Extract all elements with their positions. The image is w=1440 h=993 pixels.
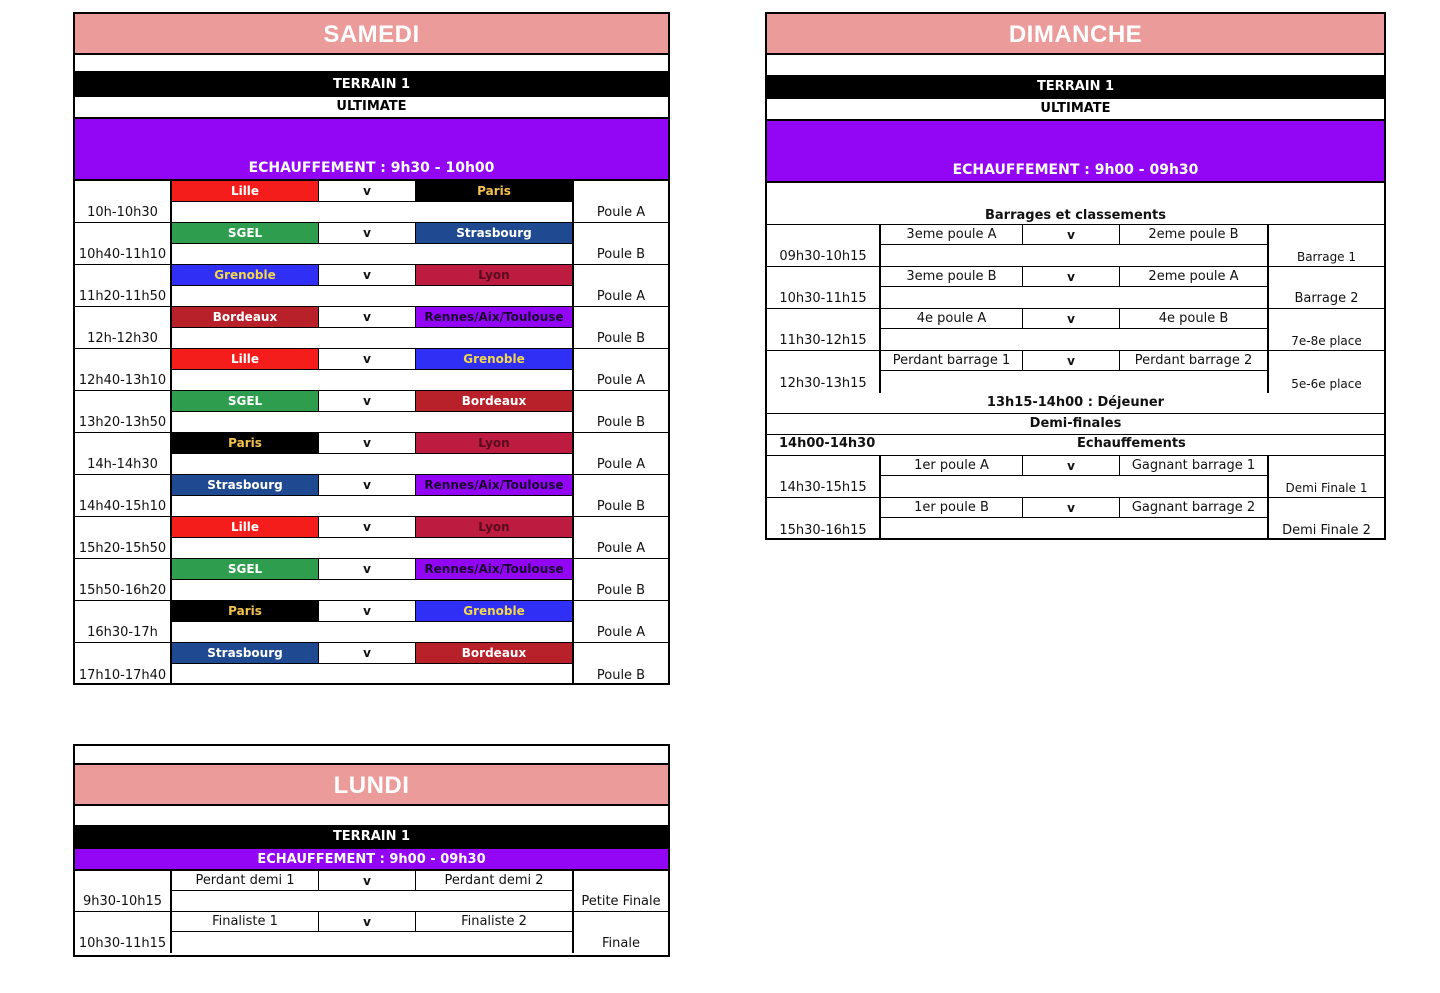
away-team: Perdant demi 2 [416, 871, 572, 890]
home-team: Lille [172, 181, 318, 201]
versus: v [318, 307, 416, 327]
match-label: Poule A [596, 541, 646, 556]
dimanche-warmup [767, 121, 1384, 183]
score-area [172, 580, 572, 600]
match-cell [172, 601, 574, 642]
score-area [172, 538, 572, 558]
match-row [75, 433, 668, 475]
match-cell [172, 433, 574, 474]
match-row [75, 349, 668, 391]
match-time: 11h30-12h15 [767, 309, 881, 350]
match-row [767, 225, 1384, 267]
match-label: Poule A [596, 457, 646, 472]
matchup [172, 349, 572, 370]
match-time: 09h30-10h15 [767, 225, 881, 266]
match-row [75, 559, 668, 601]
matchup [172, 433, 572, 454]
match-cell [172, 223, 574, 264]
match-label: 7e-8e place [1291, 334, 1362, 348]
match-label: Finale [602, 936, 640, 951]
match-row [75, 223, 668, 265]
match-row [75, 181, 668, 223]
spacer [75, 55, 668, 73]
match-cell [172, 912, 574, 953]
match-time: 9h30-10h15 [75, 871, 172, 911]
score-area [172, 891, 572, 911]
match-label: Demi Finale 2 [1282, 523, 1371, 538]
section-barrages [767, 183, 1384, 225]
score-area [172, 932, 572, 953]
versus: v [318, 265, 416, 285]
match-row [75, 265, 668, 307]
match-row [767, 267, 1384, 309]
match-time: 12h30-13h15 [767, 351, 881, 393]
score-area [881, 476, 1267, 497]
match-time: 15h20-15h50 [75, 517, 172, 558]
match-cell [881, 456, 1269, 497]
match-row [767, 498, 1384, 540]
score-area [172, 454, 572, 474]
versus: v [318, 391, 416, 411]
match-cell [881, 351, 1269, 393]
away-team: 4e poule B [1120, 309, 1267, 328]
match-time: 14h-14h30 [75, 433, 172, 474]
home-team: SGEL [172, 223, 318, 243]
match-label: Poule B [596, 499, 646, 514]
match-time: 16h30-17h [75, 601, 172, 642]
warmup2-time: 14h00-14h30 [779, 436, 876, 451]
dimanche-barrages [767, 225, 1384, 393]
warmup2-row [767, 435, 1384, 456]
home-team: Paris [172, 601, 318, 621]
away-team: Grenoble [416, 601, 572, 621]
matchup [172, 265, 572, 286]
lundi-panel [73, 744, 670, 957]
match-row [75, 912, 668, 953]
away-team: Lyon [416, 433, 572, 453]
versus: v [1022, 498, 1120, 517]
matchup [172, 912, 572, 932]
match-time: 14h40-15h10 [75, 475, 172, 516]
match-label: Poule B [596, 247, 646, 262]
match-label: Barrage 1 [1296, 250, 1357, 264]
match-label: Poule A [596, 205, 646, 220]
matchup [172, 181, 572, 202]
versus: v [318, 559, 416, 579]
lunch-row: 13h15-14h00 : Déjeuner [767, 393, 1384, 414]
match-cell [172, 265, 574, 306]
away-team: Gagnant barrage 2 [1120, 498, 1267, 517]
match-time: 10h30-11h15 [767, 267, 881, 308]
versus: v [1022, 225, 1120, 244]
match-time: 14h30-15h15 [767, 456, 881, 497]
match-row [75, 643, 668, 685]
versus: v [1022, 267, 1120, 286]
match-cell [172, 391, 574, 432]
match-row [75, 391, 668, 433]
match-label: Poule B [596, 331, 646, 346]
section-demi: Demi-finales [767, 414, 1384, 435]
match-time: 11h20-11h50 [75, 265, 172, 306]
match-time: 10h40-11h10 [75, 223, 172, 264]
home-team: Paris [172, 433, 318, 453]
score-area [881, 287, 1267, 308]
score-area [172, 244, 572, 264]
match-time: 10h-10h30 [75, 181, 172, 222]
warmup2-label: Echauffements [1077, 436, 1186, 451]
away-team: Paris [416, 181, 572, 201]
away-team: Grenoble [416, 349, 572, 369]
matchup [172, 223, 572, 244]
versus: v [1022, 309, 1120, 328]
matchup [881, 498, 1267, 518]
matchup [172, 517, 572, 538]
matchup [881, 309, 1267, 329]
match-row [767, 456, 1384, 498]
home-team: 1er poule A [881, 456, 1022, 475]
score-area [172, 622, 572, 642]
match-cell [172, 871, 574, 911]
samedi-sport: ULTIMATE [75, 97, 668, 119]
versus: v [1022, 456, 1120, 475]
matchup [881, 225, 1267, 245]
match-label: Poule B [596, 668, 646, 683]
score-area [881, 329, 1267, 350]
home-team: Bordeaux [172, 307, 318, 327]
away-team: Bordeaux [416, 643, 572, 663]
samedi-title: SAMEDI [75, 14, 668, 55]
match-cell [172, 349, 574, 390]
match-label: Poule A [596, 625, 646, 640]
away-team: 2eme poule B [1120, 225, 1267, 244]
section-barrages-label: Barrages et classements [984, 208, 1167, 223]
match-time: 12h40-13h10 [75, 349, 172, 390]
home-team: Finaliste 1 [172, 912, 318, 931]
matchup [172, 307, 572, 328]
samedi-warmup [75, 119, 668, 181]
lundi-warmup-label: ECHAUFFEMENT : 9h00 - 09h30 [257, 851, 486, 867]
versus: v [318, 517, 416, 537]
away-team: Gagnant barrage 1 [1120, 456, 1267, 475]
home-team: Strasbourg [172, 475, 318, 495]
home-team: 4e poule A [881, 309, 1022, 328]
match-row [75, 307, 668, 349]
match-label: Demi Finale 1 [1285, 481, 1368, 495]
dimanche-warmup-label: ECHAUFFEMENT : 9h00 - 09h30 [952, 162, 1199, 178]
versus: v [318, 601, 416, 621]
away-team: Rennes/Aix/Toulouse [416, 307, 572, 327]
score-area [881, 371, 1267, 393]
matchup [172, 559, 572, 580]
match-cell [172, 559, 574, 600]
versus: v [318, 433, 416, 453]
score-area [881, 518, 1267, 540]
lundi-title: LUNDI [75, 765, 668, 806]
samedi-panel [73, 12, 670, 685]
match-cell [172, 181, 574, 222]
match-label: Poule A [596, 289, 646, 304]
matchup [881, 456, 1267, 476]
match-row [767, 309, 1384, 351]
home-team: Perdant barrage 1 [881, 351, 1022, 370]
match-label: Barrage 2 [1294, 291, 1359, 306]
away-team: Rennes/Aix/Toulouse [416, 475, 572, 495]
matchup [881, 267, 1267, 287]
home-team: Lille [172, 517, 318, 537]
score-area [172, 286, 572, 306]
match-label: Poule B [596, 415, 646, 430]
away-team: Bordeaux [416, 391, 572, 411]
versus: v [318, 643, 416, 663]
dimanche-terrain: TERRAIN 1 [767, 75, 1384, 99]
versus: v [318, 223, 416, 243]
score-area [172, 328, 572, 348]
matchup [172, 475, 572, 496]
match-label: 5e-6e place [1291, 377, 1362, 391]
matchup [172, 391, 572, 412]
match-row [75, 475, 668, 517]
match-cell [172, 517, 574, 558]
away-team: Perdant barrage 2 [1120, 351, 1267, 370]
lundi-schedule [75, 871, 668, 953]
home-team: SGEL [172, 391, 318, 411]
match-time: 17h10-17h40 [75, 643, 172, 685]
dimanche-sport: ULTIMATE [767, 99, 1384, 121]
lundi-terrain: TERRAIN 1 [75, 825, 668, 849]
home-team: SGEL [172, 559, 318, 579]
match-label: Poule B [596, 583, 646, 598]
spacer [767, 55, 1384, 75]
match-time: 13h20-13h50 [75, 391, 172, 432]
away-team: Strasbourg [416, 223, 572, 243]
dimanche-demi [767, 456, 1384, 540]
match-row [75, 871, 668, 912]
match-cell [172, 475, 574, 516]
home-team: 3eme poule B [881, 267, 1022, 286]
home-team: Perdant demi 1 [172, 871, 318, 890]
samedi-terrain: TERRAIN 1 [75, 73, 668, 97]
versus: v [318, 475, 416, 495]
match-row [767, 351, 1384, 393]
dimanche-panel [765, 12, 1386, 540]
dimanche-title: DIMANCHE [767, 14, 1384, 55]
home-team: 1er poule B [881, 498, 1022, 517]
versus: v [318, 912, 416, 931]
score-area [172, 412, 572, 432]
score-area [172, 370, 572, 390]
matchup [172, 601, 572, 622]
home-team: Grenoble [172, 265, 318, 285]
match-row [75, 601, 668, 643]
home-team: Strasbourg [172, 643, 318, 663]
matchup [172, 643, 572, 664]
versus: v [318, 871, 416, 890]
matchup [881, 351, 1267, 371]
match-label: Petite Finale [581, 894, 661, 909]
match-cell [881, 225, 1269, 266]
match-cell [881, 498, 1269, 540]
score-area [172, 496, 572, 516]
match-row [75, 517, 668, 559]
samedi-schedule [75, 181, 668, 685]
match-cell [172, 643, 574, 685]
score-area [881, 245, 1267, 266]
match-time: 12h-12h30 [75, 307, 172, 348]
spacer [75, 806, 668, 825]
matchup [172, 871, 572, 891]
home-team: Lille [172, 349, 318, 369]
versus: v [1022, 351, 1120, 370]
away-team: Finaliste 2 [416, 912, 572, 931]
score-area [172, 664, 572, 685]
match-cell [172, 307, 574, 348]
away-team: Lyon [416, 265, 572, 285]
home-team: 3eme poule A [881, 225, 1022, 244]
score-area [172, 202, 572, 222]
match-cell [881, 267, 1269, 308]
match-time: 10h30-11h15 [75, 912, 172, 953]
samedi-warmup-label: ECHAUFFEMENT : 9h30 - 10h00 [248, 160, 495, 176]
versus: v [318, 181, 416, 201]
away-team: Rennes/Aix/Toulouse [416, 559, 572, 579]
match-time: 15h50-16h20 [75, 559, 172, 600]
match-cell [881, 309, 1269, 350]
match-time: 15h30-16h15 [767, 498, 881, 540]
away-team: 2eme poule A [1120, 267, 1267, 286]
match-label: Poule A [596, 373, 646, 388]
spacer [75, 746, 668, 765]
lundi-warmup [75, 849, 668, 871]
away-team: Lyon [416, 517, 572, 537]
versus: v [318, 349, 416, 369]
